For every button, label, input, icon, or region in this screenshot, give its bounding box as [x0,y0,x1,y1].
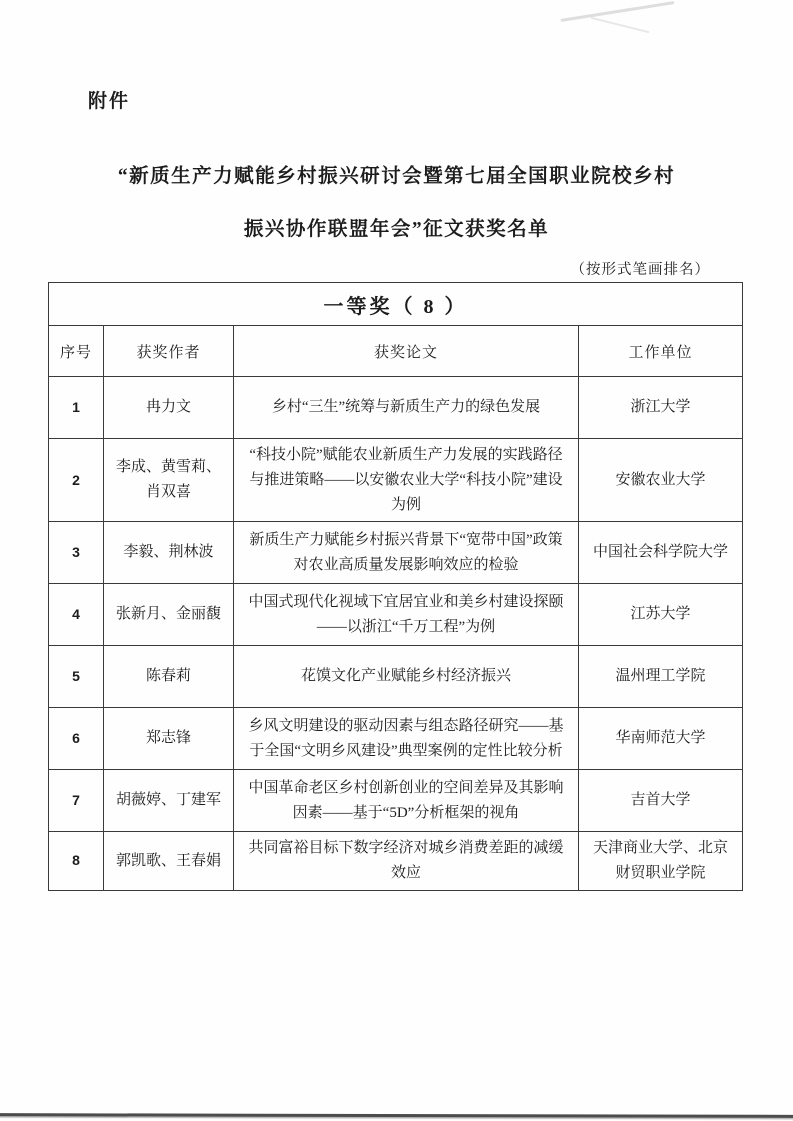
paper-title-cell: 乡村“三生”统筹与新质生产力的绿色发展 [234,377,579,439]
row-number-cell: 3 [49,522,104,584]
paper-title-cell: 乡风文明建设的驱动因素与组态路径研究——基于全国“文明乡风建设”典型案例的定性比较分析 [234,708,579,770]
row-number-cell: 8 [49,832,104,891]
affiliation-cell: 华南师范大学 [579,708,743,770]
affiliation-cell: 吉首大学 [579,770,743,832]
affiliation-cell: 中国社会科学院大学 [579,522,743,584]
table-row [49,832,743,891]
paper-title-cell: 中国式现代化视域下宜居宜业和美乡村建设探颐——以浙江“千万工程”为例 [234,584,579,646]
row-number-cell: 6 [49,708,104,770]
scan-artifact-smudge [560,1,674,22]
paper-title-cell: 共同富裕目标下数字经济对城乡消费差距的减缓效应 [234,832,579,891]
scan-artifact-bottom-edge [0,1113,793,1117]
paper-title-cell: 中国革命老区乡村创新创业的空间差异及其影响因素——基于“5D”分析框架的视角 [234,770,579,832]
table-row [49,377,743,439]
column-header-no: 序号 [49,326,104,377]
scan-artifact-smudge [591,17,650,33]
first-prize-banner: 一等奖（ 8 ） [49,283,743,326]
table-row [49,522,743,584]
table-row [49,439,743,522]
table-banner-row [49,283,743,326]
ranking-note: （按形式笔画排名） [570,262,710,278]
authors-cell: 李毅、荆林波 [104,522,234,584]
table-row [49,708,743,770]
column-header-affiliation: 工作单位 [579,326,743,377]
paper-title-cell: 花馍文化产业赋能乡村经济振兴 [234,646,579,708]
affiliation-cell: 温州理工学院 [579,646,743,708]
paper-title-cell: “科技小院”赋能农业新质生产力发展的实践路径与推进策略——以安徽农业大学“科技小院”建设为例 [234,439,579,522]
row-number-cell: 4 [49,584,104,646]
document-title-line2: 振兴协作联盟年会”征文获奖名单 [243,219,550,240]
row-number-cell: 5 [49,646,104,708]
affiliation-cell: 浙江大学 [579,377,743,439]
row-number-cell: 7 [49,770,104,832]
authors-cell: 郑志锋 [104,708,234,770]
table-header-row [49,326,743,377]
award-table-body [49,377,743,891]
row-number-cell: 1 [49,377,104,439]
authors-cell: 郭凯歌、王春娟 [104,832,234,891]
column-header-paper: 获奖论文 [234,326,579,377]
authors-cell: 胡薇婷、丁建军 [104,770,234,832]
column-header-authors: 获奖作者 [104,326,234,377]
authors-cell: 张新月、金丽馥 [104,584,234,646]
table-row [49,584,743,646]
affiliation-cell: 安徽农业大学 [579,439,743,522]
attachment-label: 附件 [88,91,131,112]
row-number-cell: 2 [49,439,104,522]
document-title [0,150,793,256]
affiliation-cell: 天津商业大学、北京财贸职业学院 [579,832,743,891]
affiliation-cell: 江苏大学 [579,584,743,646]
authors-cell: 陈春莉 [104,646,234,708]
table-row [49,770,743,832]
authors-cell: 李成、黄雪莉、肖双喜 [104,439,234,522]
table-row [49,646,743,708]
paper-title-cell: 新质生产力赋能乡村振兴背景下“宽带中国”政策对农业高质量发展影响效应的检验 [234,522,579,584]
document-title-line1: “新质生产力赋能乡村振兴研讨会暨第七届全国职业院校乡村 [117,166,676,187]
award-table [48,282,743,891]
authors-cell: 冉力文 [104,377,234,439]
